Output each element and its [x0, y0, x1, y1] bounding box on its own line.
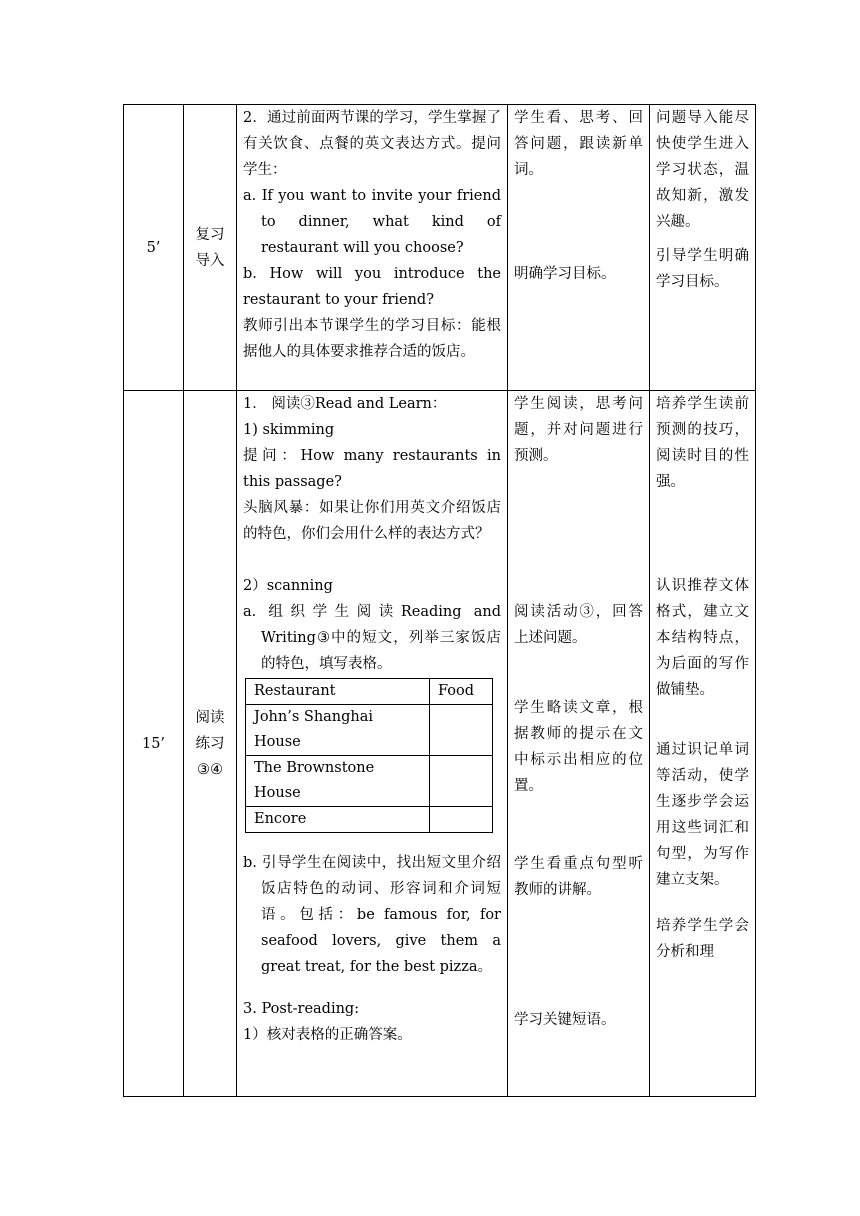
table-cell	[430, 807, 493, 833]
teacher-activity-cell	[237, 105, 508, 391]
teacher-text: 2．通过前面两节课的学习，学生掌握了有关饮食、点餐的英文表达方式。提问学生：	[243, 110, 501, 178]
purpose-text: 引导学生明确学习目标。	[656, 248, 749, 290]
table-row	[246, 705, 493, 756]
purpose-text: 通过识记单词等活动，使学生逐步学会运用这些词汇和句型，为写作建立支架。	[656, 742, 749, 888]
student-text: 学生看、思考、回答问题，跟读新单词。	[514, 110, 643, 178]
student-text: 明确学习目标。	[514, 266, 616, 282]
student-text: 学生看重点句型听教师的讲解。	[514, 856, 643, 898]
student-activity-cell	[508, 391, 650, 1097]
segment-line: 阅读	[195, 709, 225, 726]
segment-cell	[184, 391, 237, 1097]
time-cell: 15’	[124, 391, 184, 1097]
table-row	[124, 391, 756, 1097]
purpose-cell	[650, 105, 756, 391]
student-text: 阅读活动③，回答上述问题。	[514, 604, 643, 646]
segment-line: 复习	[195, 226, 225, 243]
teacher-text: b. 引导学生在阅读中，找出短文里介绍饭店特色的动词、形容词和介词短语。包括：be famous for, for seafood lovers, give them a great treat, for the best pizza。	[243, 855, 501, 975]
lesson-plan-table	[123, 104, 756, 1097]
teacher-text: 提问：How many restaurants in this passage?	[243, 448, 501, 490]
teacher-text: a. If you want to invite your friend to dinner, what kind of restaurant will you choose?	[243, 188, 501, 256]
table-cell: The Brownstone House	[246, 756, 430, 807]
purpose-text: 问题导入能尽快使学生进入学习状态，温故知新，激发兴趣。	[656, 110, 749, 230]
teacher-activity-cell	[237, 391, 508, 1097]
table-row	[246, 807, 493, 833]
teacher-text: 1． 阅读③Read and Learn：	[243, 396, 447, 412]
teacher-text: 头脑风暴：如果让你们用英文介绍饭店的特色，你们会用什么样的表达方式？	[243, 500, 501, 542]
student-activity-cell	[508, 105, 650, 391]
table-row	[124, 105, 756, 391]
teacher-text: a. 组织学生阅读Reading and Writing③中的短文，列举三家饭店的特色，填写表格。	[243, 604, 501, 672]
segment-line: 练习	[195, 735, 225, 752]
teacher-text: 3. Post-reading:	[243, 1001, 360, 1017]
purpose-text: 培养学生读前预测的技巧，阅读时目的性强。	[656, 396, 749, 490]
table-row	[246, 756, 493, 807]
student-text: 学习关键短语。	[514, 1012, 616, 1028]
segment-line: 导入	[195, 252, 225, 269]
table-cell	[430, 756, 493, 807]
restaurant-food-table	[245, 678, 493, 833]
segment-line: ③④	[197, 761, 223, 778]
table-cell	[430, 705, 493, 756]
teacher-text: b. How will you introduce the restaurant to your friend?	[243, 266, 501, 308]
purpose-text: 认识推荐文体格式，建立文本结构特点，为后面的写作做铺垫。	[656, 578, 749, 698]
table-row	[246, 679, 493, 705]
purpose-cell	[650, 391, 756, 1097]
teacher-text: 2）scanning	[243, 578, 333, 594]
student-text: 学生略读文章，根据教师的提示在文中标示出相应的位置。	[514, 700, 643, 794]
student-text: 学生阅读，思考问题，并对问题进行预测。	[514, 396, 643, 464]
segment-cell	[184, 105, 237, 391]
table-cell: John’s Shanghai House	[246, 705, 430, 756]
table-header: Restaurant	[246, 679, 430, 705]
purpose-text: 培养学生学会分析和理	[656, 918, 749, 960]
teacher-text: 教师引出本节课学生的学习目标：能根据他人的具体要求推荐合适的饭店。	[243, 318, 501, 360]
table-cell: Encore	[246, 807, 430, 833]
table-header: Food	[430, 679, 493, 705]
teacher-text: 1）核对表格的正确答案。	[243, 1027, 412, 1043]
teacher-text: 1) skimming	[243, 422, 335, 438]
time-cell: 5’	[124, 105, 184, 391]
